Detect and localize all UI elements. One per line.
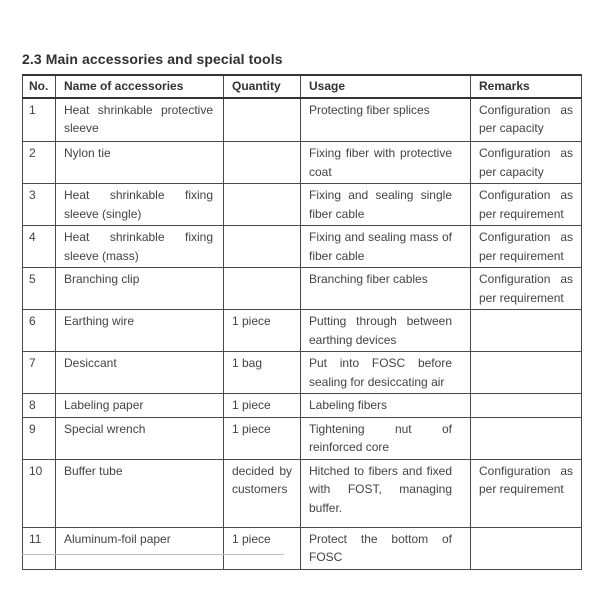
cell-no: 1	[23, 98, 56, 142]
cell-usage: Protecting fiber splices	[301, 98, 471, 142]
cell-quantity: 1 piece	[224, 310, 301, 352]
cell-usage: Put into FOSC before sealing for desiccating air	[301, 352, 471, 394]
cell-name: Buffer tube	[56, 459, 224, 527]
cell-name: Special wrench	[56, 417, 224, 459]
table-row	[23, 98, 582, 142]
cell-usage: Protect the bottom of FOSC	[301, 527, 471, 569]
accessories-table	[22, 74, 582, 570]
column-header-name: Name of accessories	[56, 75, 224, 98]
table-row	[23, 226, 582, 268]
cell-usage: Fixing fiber with protective coat	[301, 142, 471, 184]
table-row	[23, 142, 582, 184]
cell-no: 5	[23, 268, 56, 310]
table-row	[23, 352, 582, 394]
cell-remarks: Configuration as per capacity	[471, 98, 582, 142]
cell-usage: Hitched to fibers and fixed with FOST, managing buffer.	[301, 459, 471, 527]
cell-name: Branching clip	[56, 268, 224, 310]
column-header-quantity: Quantity	[224, 75, 301, 98]
cell-remarks: Configuration as per requirement	[471, 459, 582, 527]
table-row	[23, 417, 582, 459]
cell-remarks: Configuration as per capacity	[471, 142, 582, 184]
cell-name: Aluminum-foil paper	[56, 527, 224, 569]
cell-quantity	[224, 142, 301, 184]
cell-name: Nylon tie	[56, 142, 224, 184]
column-header-no: No.	[23, 75, 56, 98]
cell-quantity	[224, 226, 301, 268]
cell-usage: Fixing and sealing mass of fiber cable	[301, 226, 471, 268]
cell-no: 6	[23, 310, 56, 352]
column-header-remarks: Remarks	[471, 75, 582, 98]
table-row	[23, 184, 582, 226]
cell-name: Heat shrinkable protective sleeve	[56, 98, 224, 142]
cell-usage: Branching fiber cables	[301, 268, 471, 310]
cell-no: 9	[23, 417, 56, 459]
cell-remarks: Configuration as per requirement	[471, 268, 582, 310]
table-row	[23, 394, 582, 418]
table-row	[23, 310, 582, 352]
table-row	[23, 268, 582, 310]
cell-usage: Tightening nut of reinforced core	[301, 417, 471, 459]
table-row	[23, 527, 582, 569]
cell-quantity: 1 piece	[224, 394, 301, 418]
header-row	[23, 75, 582, 98]
section-title: 2.3 Main accessories and special tools	[22, 51, 283, 67]
cell-usage: Labeling fibers	[301, 394, 471, 418]
cell-name: Desiccant	[56, 352, 224, 394]
cell-quantity: 1 piece	[224, 417, 301, 459]
cell-remarks	[471, 394, 582, 418]
cell-quantity: 1 piece	[224, 527, 301, 569]
accessories-table-body	[23, 98, 582, 570]
cell-quantity: decided by customers	[224, 459, 301, 527]
cell-no: 7	[23, 352, 56, 394]
cell-quantity	[224, 184, 301, 226]
footer-rule	[22, 554, 284, 555]
cell-remarks	[471, 417, 582, 459]
cell-remarks	[471, 527, 582, 569]
cell-no: 4	[23, 226, 56, 268]
cell-name: Heat shrinkable fixing sleeve (mass)	[56, 226, 224, 268]
cell-remarks: Configuration as per requirement	[471, 184, 582, 226]
cell-name: Heat shrinkable fixing sleeve (single)	[56, 184, 224, 226]
table-row	[23, 459, 582, 527]
column-header-usage: Usage	[301, 75, 471, 98]
cell-no: 3	[23, 184, 56, 226]
cell-usage: Fixing and sealing single fiber cable	[301, 184, 471, 226]
cell-no: 11	[23, 527, 56, 569]
cell-name: Earthing wire	[56, 310, 224, 352]
cell-no: 10	[23, 459, 56, 527]
cell-remarks	[471, 352, 582, 394]
cell-quantity	[224, 98, 301, 142]
table-header	[23, 75, 582, 98]
cell-remarks	[471, 310, 582, 352]
cell-usage: Putting through between earthing devices	[301, 310, 471, 352]
cell-no: 8	[23, 394, 56, 418]
cell-no: 2	[23, 142, 56, 184]
cell-remarks: Configuration as per requirement	[471, 226, 582, 268]
cell-quantity: 1 bag	[224, 352, 301, 394]
cell-name: Labeling paper	[56, 394, 224, 418]
cell-quantity	[224, 268, 301, 310]
